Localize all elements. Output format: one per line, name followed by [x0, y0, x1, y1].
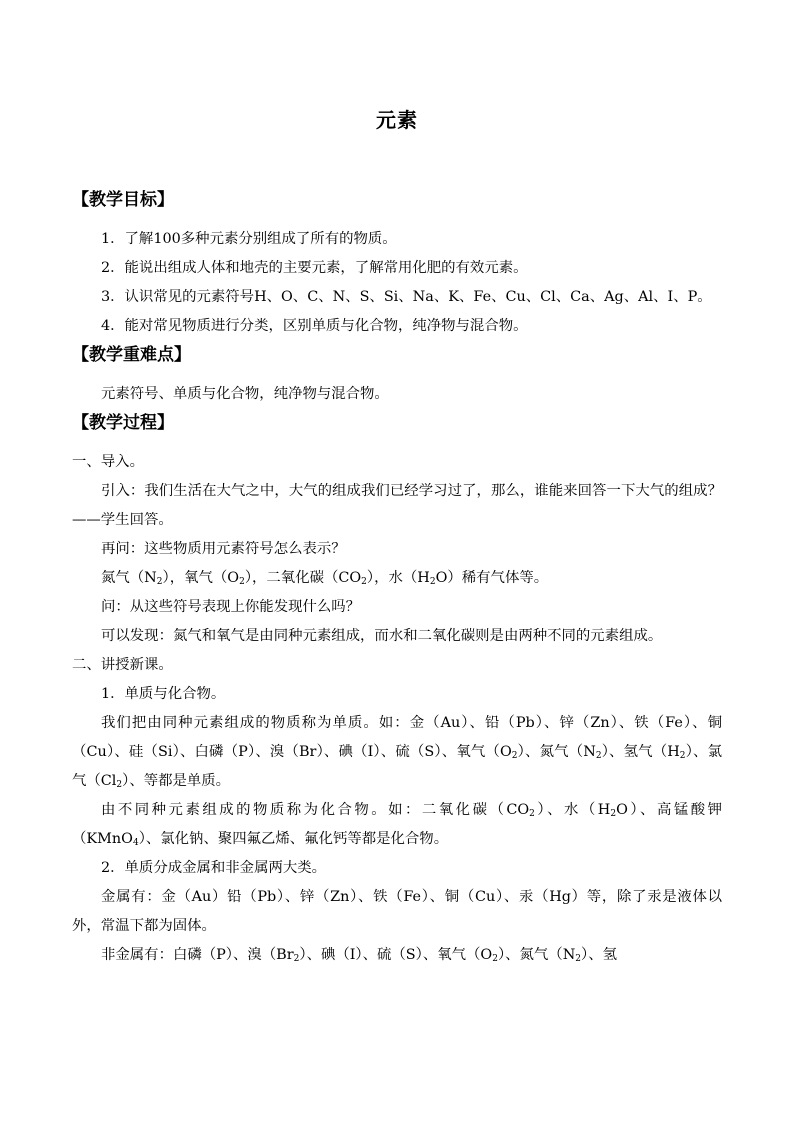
- intro-paragraph-1: 引入：我们生活在大气之中，大气的组成我们已经学习过了，那么，谁能来回答一下大气的组成？——学生回答。: [72, 483, 722, 528]
- objective-item-2: 2．能说出组成人体和地壳的主要元素，了解常用化肥的有效元素。: [101, 260, 528, 276]
- metals-paragraph: 金属有：金（Au）铅（Pb）、锌（Zn）、铁（Fe）、铜（Cu）、汞（Hg）等，除了汞是液体以外，常温下都为固体。: [72, 889, 722, 934]
- intro-paragraph-4: 可以发现：氮气和氧气是由同种元素组成，而水和二氧化碳则是由两种不同的元素组成。: [101, 628, 663, 644]
- key-points-heading: 【教学重难点】: [72, 345, 191, 365]
- subsection-2-title: 2．单质分成金属和非金属两大类。: [101, 860, 327, 876]
- intro-paragraph-3: 问：从这些符号表现上你能发现什么吗？: [101, 599, 361, 615]
- objective-item-3: 3．认识常见的元素符号H、O、C、N、S、Si、Na、K、Fe、Cu、Cl、Ca、Ag、Al、I、P。: [101, 289, 712, 305]
- process-heading: 【教学过程】: [72, 413, 174, 433]
- subsection-1-title: 1．单质与化合物。: [101, 686, 226, 702]
- intro-paragraph-2: 再问：这些物质用元素符号怎么表示？: [101, 541, 346, 557]
- document-body: [72, 186, 722, 970]
- objective-item-4: 4．能对常见物质进行分类，区别单质与化合物，纯净物与混合物。: [101, 318, 528, 334]
- compounds-paragraph: 由不同种元素组成的物质称为化合物。如：二氧化碳$(CO_2)$、水$(H_2O)$、高锰酸钾（KMnO$_4$）、氯化钠、聚四氟乙烯、氟化钙等都是化合物。: [72, 802, 722, 848]
- objective-item-1: 1．了解100多种元素分别组成了所有的物质。: [101, 231, 397, 247]
- document-title: 元素: [376, 108, 418, 132]
- new-lesson-title: 二、讲授新课。: [72, 657, 173, 673]
- key-points-text: 元素符号、单质与化合物，纯净物与混合物。: [101, 386, 389, 402]
- nonmetals-paragraph: 非金属有：白磷（P）、溴$(Br_2)$、碘（I）、硫（S）、氧气$(O_2)$、氮气$(N_2)$、氢: [101, 947, 618, 964]
- formula-line: 氮气$(N_2)$，氧气$(O_2)$，二氧化碳$(CO_2)$，水$(H_2O)$稀有气体等。: [101, 570, 549, 587]
- intro-title: 一、导入。: [72, 454, 144, 470]
- objectives-heading: 【教学目标】: [72, 190, 174, 210]
- elements-paragraph: 我们把由同种元素组成的物质称为单质。如：金（Au）、铅（Pb）、锌（Zn）、铁（Fe）、铜（Cu）、硅（Si）、白磷（P）、溴（Br）、碘（I）、硫（S）、氧气$(O_2)$、氮气$(N_2)$、氢气$(H_2)$、氯气$(Cl_2)$、等都是单质。: [72, 715, 722, 790]
